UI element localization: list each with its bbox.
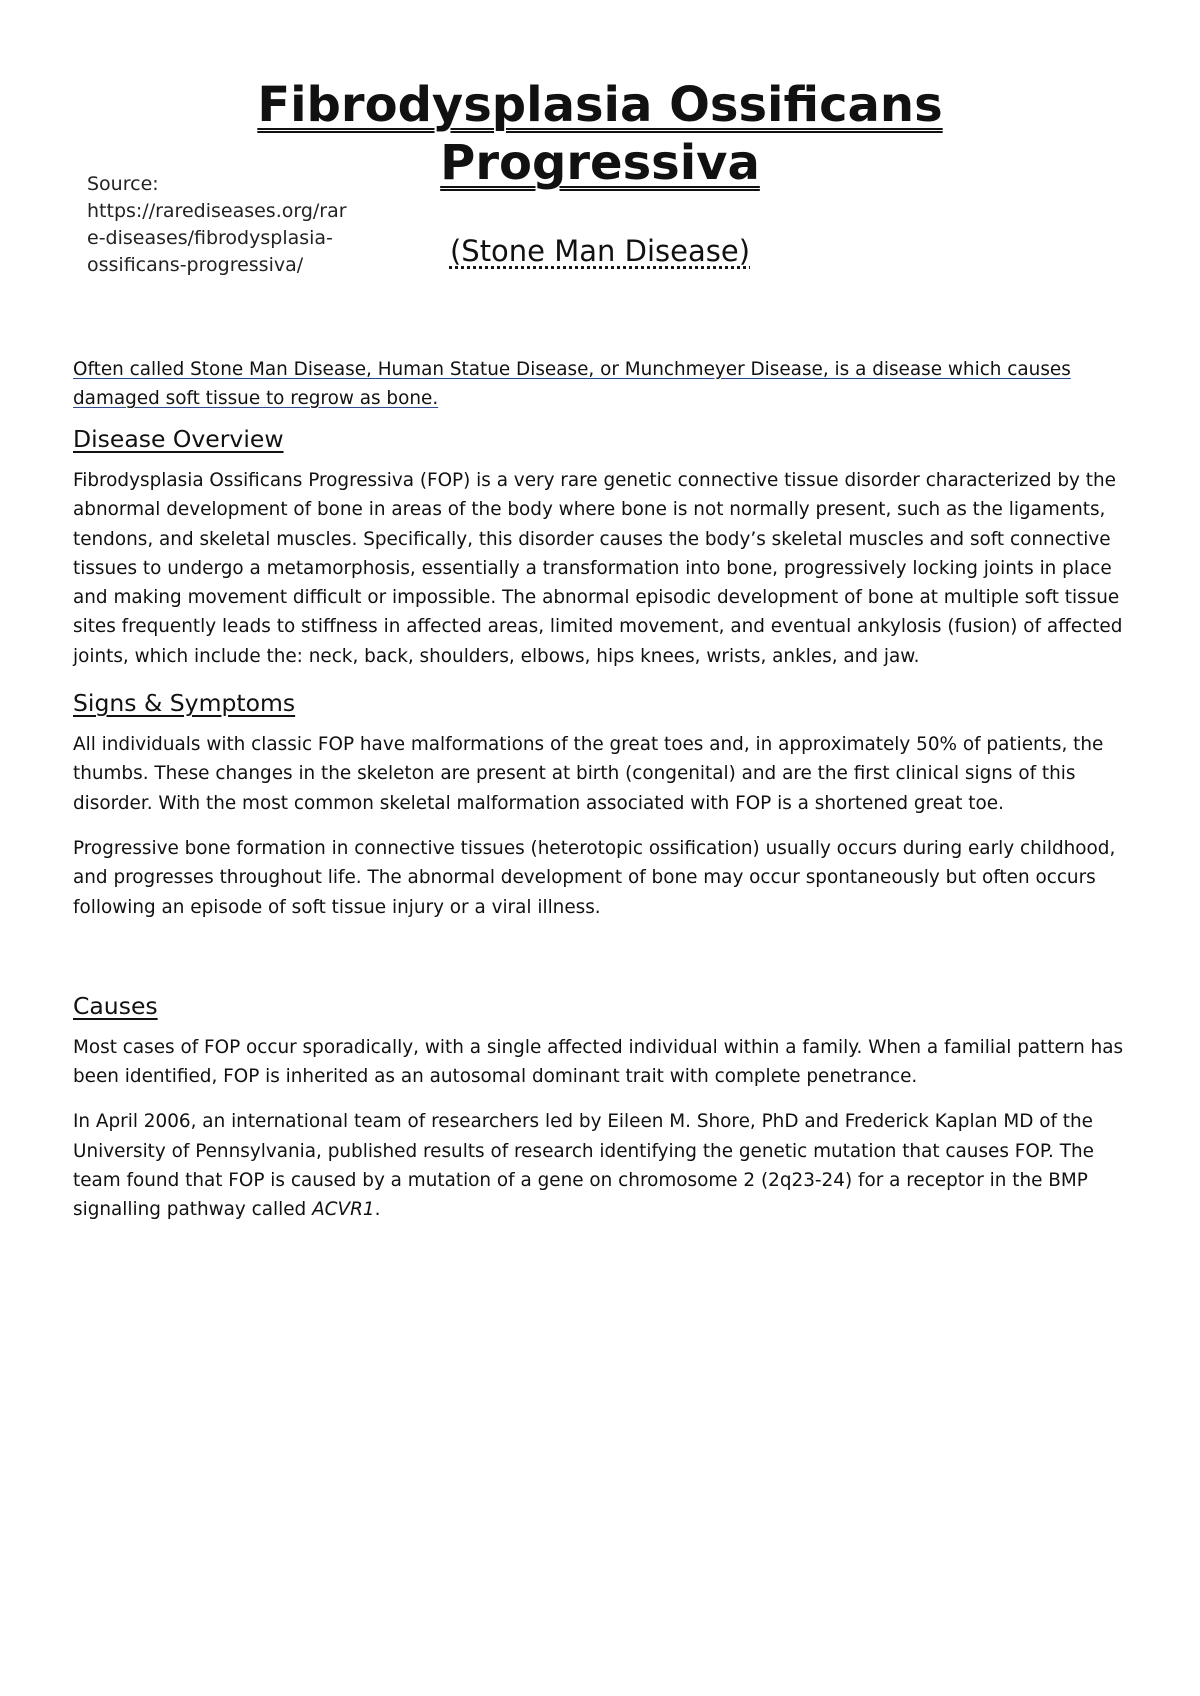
heading-text: Signs & Symptoms xyxy=(73,689,296,718)
document-subtitle xyxy=(190,234,1010,268)
heading-disease-overview xyxy=(73,423,1138,455)
source-line: https://rarediseases.org/rar xyxy=(87,200,347,222)
heading-causes xyxy=(73,990,1138,1022)
causes-paragraph-1: Most cases of FOP occur sporadically, with a single affected individual within a family. When a familial pattern has been identified, FOP is inherited as an autosomal dominant trait with complete penetrance. xyxy=(73,1036,1124,1088)
heading-text: Disease Overview xyxy=(73,425,284,453)
document-title xyxy=(190,76,1010,192)
title-line-1: Fibrodysplasia Ossificans xyxy=(257,77,943,133)
overview-paragraph: Fibrodysplasia Ossificans Progressiva (FOP) is a very rare genetic connective tissue disorder characterized by the abnormal development of bone in areas of the body where bone is not normally present, such as the ligaments, tendons, and skeletal muscles. Specifically, this disorder causes the body’s skeletal muscles and soft connective tissues to undergo a metamorphosis, essentially a transformation into bone, progressively locking joints in place and making movement difficult or impossible. The abnormal episodic development of bone at multiple soft tissue sites frequently leads to stiffness in affected areas, limited movement, and eventual ankylosis (fusion) of affected joints, which include the: neck, back, shoulders, elbows, hips knees, wrists, ankles, and jaw. xyxy=(73,470,1123,667)
intro-paragraph xyxy=(73,355,1138,413)
symptoms-paragraph-2: Progressive bone formation in connective tissues (heterotopic ossification) usually occurs during early childhood, and progresses throughout life. The abnormal development of bone may occur spontaneously but often occurs following an episode of soft tissue injury or a viral illness. xyxy=(73,837,1116,918)
title-line-2: Progressiva xyxy=(440,135,760,191)
sentence-end: . xyxy=(374,1199,381,1221)
source-line: ossificans-progressiva/ xyxy=(87,254,304,276)
source-line: Source: xyxy=(87,173,159,195)
source-line: e-diseases/fibrodysplasia- xyxy=(87,227,333,249)
title-block xyxy=(190,76,1010,268)
intro-text: Often called Stone Man Disease, Human Statue Disease, or Munchmeyer Disease, is a disease which causes damaged soft tissue to regrow as bone. xyxy=(73,359,1071,409)
subtitle-text: (Stone Man Disease) xyxy=(449,234,751,268)
symptoms-paragraph-1: All individuals with classic FOP have malformations of the great toes and, in approximately 50% of patients, the thumbs. These changes in the skeleton are present at birth (congenital) and are the first clinical signs of this disorder. With the most common skeletal malformation associated with FOP is a shortened great toe. xyxy=(73,734,1104,814)
document-body xyxy=(73,355,1138,1241)
causes-paragraph-2-text: In April 2006, an international team of researchers led by Eileen M. Shore, PhD and Frederick Kaplan MD of the University of Pennsylvania, published results of research identifying the genetic mutation that causes FOP. The team found that FOP is caused by a mutation of a gene on chromosome 2 (2q23-24) for a receptor in the BMP signalling pathway called xyxy=(73,1111,1094,1221)
spacer xyxy=(73,938,1138,990)
gene-name: ACVR1 xyxy=(312,1199,375,1221)
heading-text: Causes xyxy=(73,991,158,1020)
causes-paragraph-2 xyxy=(73,1107,1138,1224)
heading-signs-symptoms xyxy=(73,687,1138,719)
